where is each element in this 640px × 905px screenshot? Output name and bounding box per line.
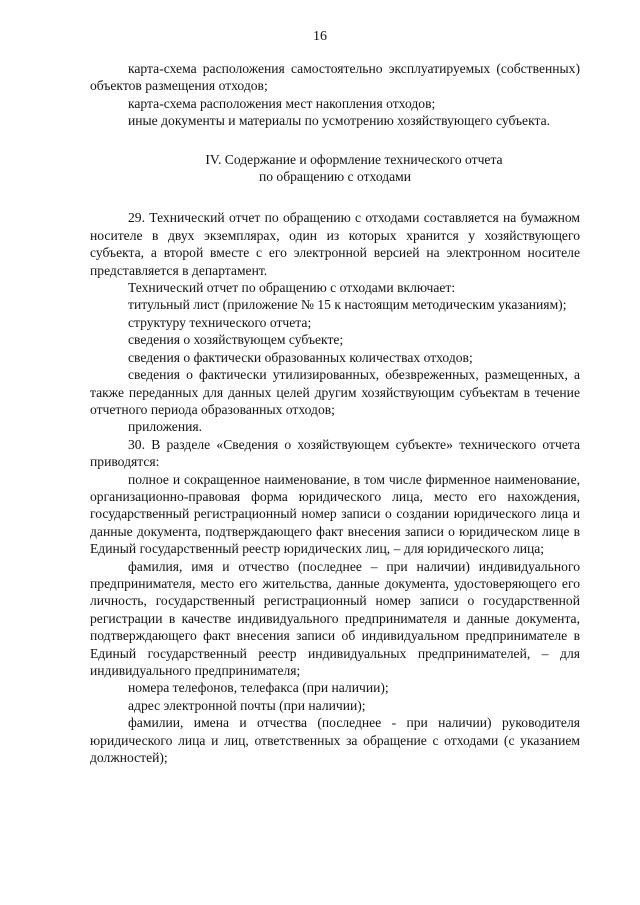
page-number: 16 <box>313 29 327 44</box>
paragraph-29: 29. Технический отчет по обращению с отходами составляется на бумажном носителе в двух экземплярах, один из которых хранится у хозяйствующего субъекта, а второй вместе с его электронной версией на электронном носителе представляется в департамент. <box>90 210 580 278</box>
list-item: приложения. <box>128 419 203 435</box>
paragraph-30: 30. В разделе «Сведения о хозяйствующем субъекте» технического отчета приводятся: <box>90 436 580 470</box>
list-item: иные документы и материалы по усмотрению хозяйствующего субъекта. <box>128 113 551 129</box>
list-item: сведения о фактически образованных количествах отходов; <box>128 349 473 365</box>
list-item: фамилия, имя и отчество (последнее – при наличии) индивидуального предпринимателя, место его жительства, данные документа, удостоверяющего его личность, государственный регистрационный номер записи о государственной регистрации в качестве индивидуального предпринимателя и данные документа, подтверждающего факт внесения записи об индивидуальном предпринимателе в Единый государственный реестр индивидуальных предпринимателей, – для индивидуального предпринимателя; <box>90 558 580 678</box>
list-item: сведения о хозяйствующем субъекте; <box>128 332 344 348</box>
list-item: фамилии, имена и отчества (последнее - при наличии) руководителя юридического лица и лиц, ответственных за обращение с отходами (с указанием должностей); <box>90 715 580 766</box>
report-intro: Технический отчет по обращению с отходами включает: <box>128 280 456 296</box>
document-body <box>90 60 580 766</box>
list-item: сведения о фактически утилизированных, обезвреженных, размещенных, а также переданных для данных целей другим хозяйствующим субъектам в течение отчетного периода образованных отходов; <box>90 367 580 417</box>
section-title-line: IV. Содержание и оформление технического отчета <box>205 151 503 167</box>
list-item: адрес электронной почты (при наличии); <box>128 697 366 713</box>
section-title <box>90 151 580 186</box>
section-title-line: по обращению с отходами <box>258 169 412 185</box>
list-item: титульный лист (приложение № 15 к настоящим методическим указаниям); <box>128 297 567 313</box>
list-item: карта-схема расположения самостоятельно эксплуатируемых (собственных) объектов размещения отходов; <box>90 61 580 94</box>
list-item: структуру технического отчета; <box>128 314 312 330</box>
list-item: полное и сокращенное наименование, в том числе фирменное наименование, организационно-правовая форма юридического лица, место его нахождения, государственный регистрационный номер записи о создании юридического лица и данные документа, подтверждающего факт внесения записи о юридическом лице в Единый государственный реестр юридических лиц, – для юридического лица; <box>90 471 580 557</box>
list-item: карта-схема расположения мест накопления отходов; <box>128 95 436 111</box>
list-item: номера телефонов, телефакса (при наличии); <box>128 680 389 696</box>
